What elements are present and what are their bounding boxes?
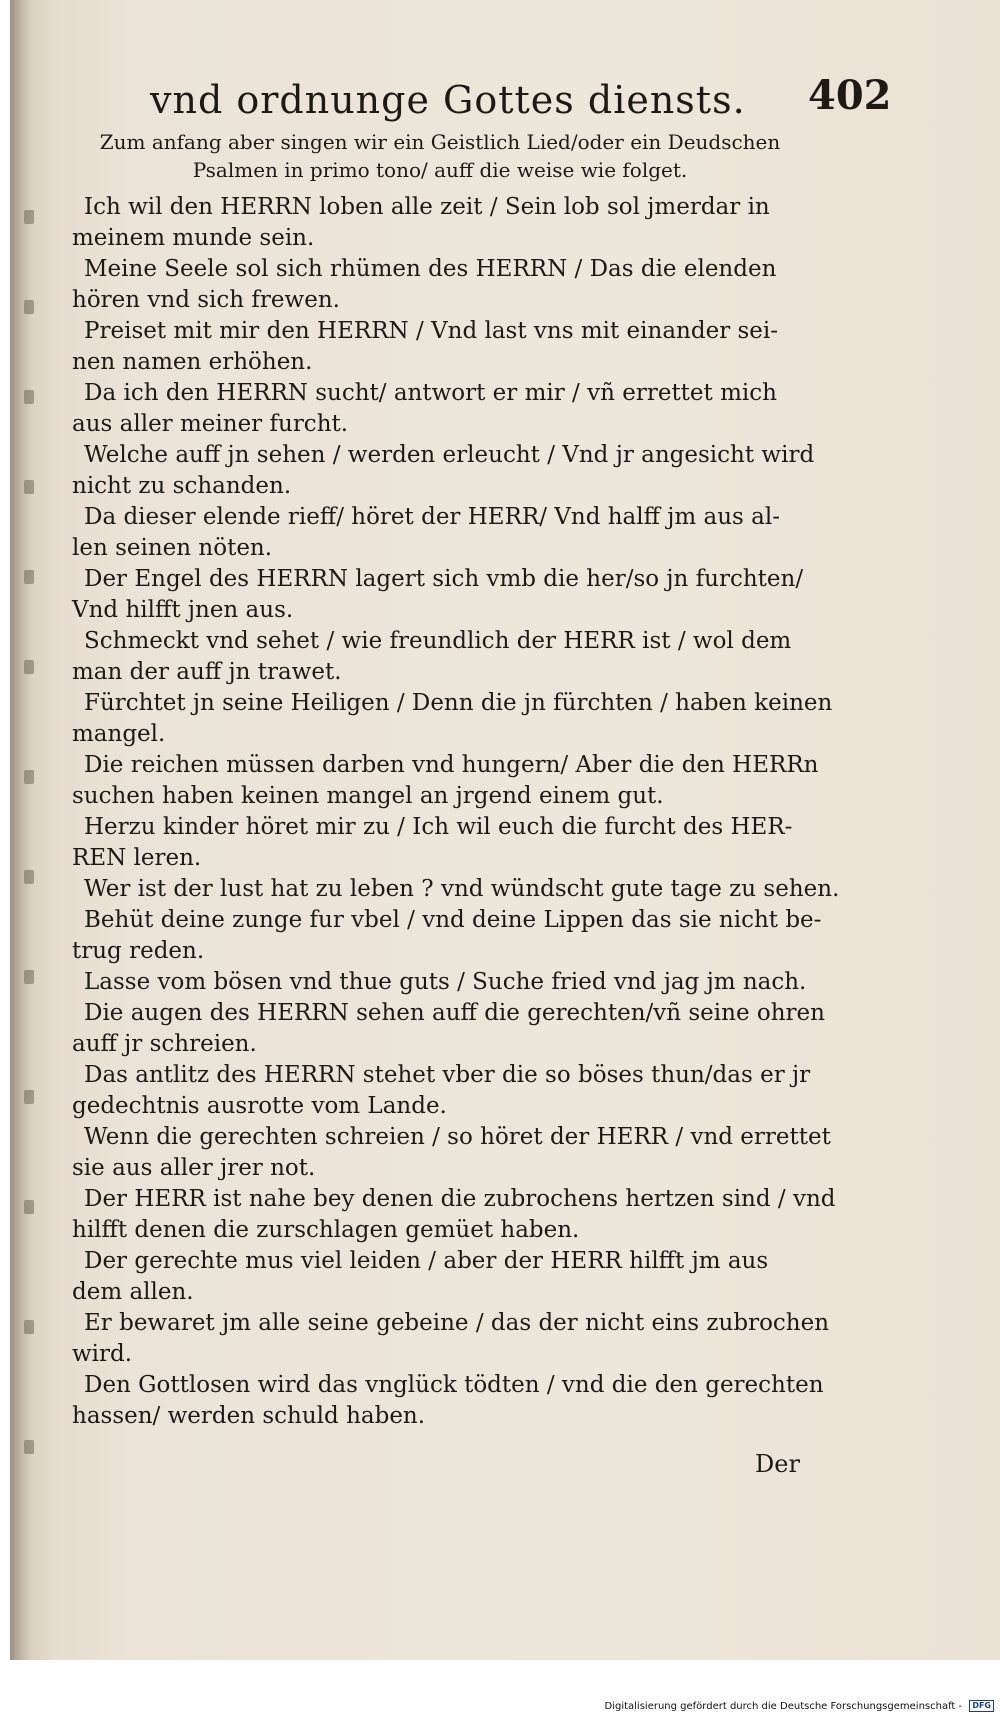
- gutter-ink-bleed: [24, 210, 44, 1510]
- verse-continuation: dem allen.: [72, 1279, 194, 1305]
- digitization-credit: [0, 1700, 994, 1712]
- credit-text: Digitalisierung gefördert durch die Deutsche Forschungsgemeinschaft -: [604, 1701, 963, 1712]
- verse-continuation: REN leren.: [72, 845, 202, 871]
- verse: [72, 502, 812, 564]
- verse-first-line: Da ich den HERRN sucht/ antwort er mir / vñ errettet mich: [84, 380, 777, 406]
- intro-rubric: [70, 128, 810, 184]
- verse-first-line: Meine Seele sol sich rhümen des HERRN / Das die elenden: [84, 256, 777, 282]
- verse: [72, 905, 822, 967]
- verse-continuation: Vnd hilfft jnen aus.: [72, 597, 294, 623]
- verse: [72, 967, 812, 998]
- verse-first-line: Das antlitz des HERRN stehet vber die so böses thun/das er jr: [84, 1062, 811, 1088]
- verse-first-line: Schmeckt vnd sehet / wie freundlich der HERR ist / wol dem: [84, 628, 792, 654]
- verse: [72, 998, 825, 1060]
- verse: [72, 812, 812, 874]
- verse-continuation: man der auff jn trawet.: [72, 659, 342, 685]
- verse-first-line: Die reichen müssen darben vnd hungern/ Aber die den HERRn: [84, 752, 819, 778]
- catchword: Der: [755, 1450, 800, 1478]
- verse-continuation: suchen haben keinen mangel an jrgend einem gut.: [72, 783, 664, 809]
- verse-continuation: sie aus aller jrer not.: [72, 1155, 316, 1181]
- verse-continuation: len seinen nöten.: [72, 535, 273, 561]
- verse: [72, 1184, 836, 1246]
- verse-first-line: Wenn die gerechten schreien / so höret der HERR / vnd errettet: [84, 1124, 831, 1150]
- verse-continuation: hilfft denen die zurschlagen gemüet haben.: [72, 1217, 580, 1243]
- verse: [72, 1122, 831, 1184]
- verse-first-line: Behüt deine zunge fur vbel / vnd deine Lippen das sie nicht be-: [84, 907, 822, 933]
- intro-line: Psalmen in primo tono/ auff die weise wie folget.: [192, 158, 688, 182]
- verse-continuation: wird.: [72, 1341, 133, 1367]
- verse: [72, 1060, 812, 1122]
- verse-continuation: hassen/ werden schuld haben.: [72, 1403, 426, 1429]
- verse-first-line: Wer ist der lust hat zu leben ? vnd wündscht gute tage zu sehen.: [84, 876, 840, 902]
- verse: [72, 254, 812, 316]
- verse: [72, 688, 833, 750]
- verse-first-line: Lasse vom bösen vnd thue guts / Suche fried vnd jag jm nach.: [84, 969, 807, 995]
- verse-first-line: Da dieser elende rieff/ höret der HERR/ Vnd halff jm aus al-: [84, 504, 780, 530]
- folio-number: 402: [808, 72, 892, 119]
- verse-first-line: Fürchtet jn seine Heiligen / Denn die jn fürchten / haben keinen: [84, 690, 833, 716]
- verse: [72, 874, 840, 905]
- verse: [72, 750, 819, 812]
- verse-continuation: gedechtnis ausrotte vom Lande.: [72, 1093, 447, 1119]
- book-page: [10, 0, 1000, 1660]
- verse: [72, 626, 812, 688]
- verse: [72, 378, 812, 440]
- verse-continuation: trug reden.: [72, 938, 205, 964]
- verse-first-line: Welche auff jn sehen / werden erleucht / Vnd jr angesicht wird: [84, 442, 815, 468]
- verse: [72, 440, 815, 502]
- verse-first-line: Der HERR ist nahe bey denen die zubrochens hertzen sind / vnd: [84, 1186, 836, 1212]
- psalm-text: [72, 192, 840, 1432]
- verse-continuation: nicht zu schanden.: [72, 473, 292, 499]
- verse-first-line: Ich wil den HERRN loben alle zeit / Sein lob sol jmerdar in: [84, 194, 770, 220]
- verse-continuation: aus aller meiner furcht.: [72, 411, 349, 437]
- verse-continuation: auff jr schreien.: [72, 1031, 257, 1057]
- verse-first-line: Er bewaret jm alle seine gebeine / das der nicht eins zubrochen: [84, 1310, 830, 1336]
- running-head: vnd ordnunge Gottes diensts.: [150, 78, 746, 122]
- dfg-logo-icon: DFG: [969, 1700, 994, 1712]
- verse: [72, 1308, 830, 1370]
- verse: [72, 192, 812, 254]
- verse-continuation: nen namen erhöhen.: [72, 349, 313, 375]
- verse-continuation: mangel.: [72, 721, 166, 747]
- verse-first-line: Der Engel des HERRN lagert sich vmb die her/so jn furchten/: [84, 566, 804, 592]
- intro-line: Zum anfang aber singen wir ein Geistlich Lied/oder ein Deudschen: [99, 130, 781, 154]
- verse-first-line: Der gerechte mus viel leiden / aber der HERR hilfft jm aus: [84, 1248, 769, 1274]
- verse-continuation: meinem munde sein.: [72, 225, 315, 251]
- verse-first-line: Herzu kinder höret mir zu / Ich wil euch die furcht des HER-: [84, 814, 793, 840]
- verse: [72, 1246, 812, 1308]
- verse: [72, 316, 812, 378]
- verse-continuation: hören vnd sich frewen.: [72, 287, 340, 313]
- verse-first-line: Den Gottlosen wird das vnglück tödten / vnd die den gerechten: [84, 1372, 824, 1398]
- verse-first-line: Preiset mit mir den HERRN / Vnd last vns mit einander sei-: [84, 318, 779, 344]
- verse: [72, 1370, 824, 1432]
- verse-first-line: Die augen des HERRN sehen auff die gerechten/vñ seine ohren: [84, 1000, 825, 1026]
- verse: [72, 564, 812, 626]
